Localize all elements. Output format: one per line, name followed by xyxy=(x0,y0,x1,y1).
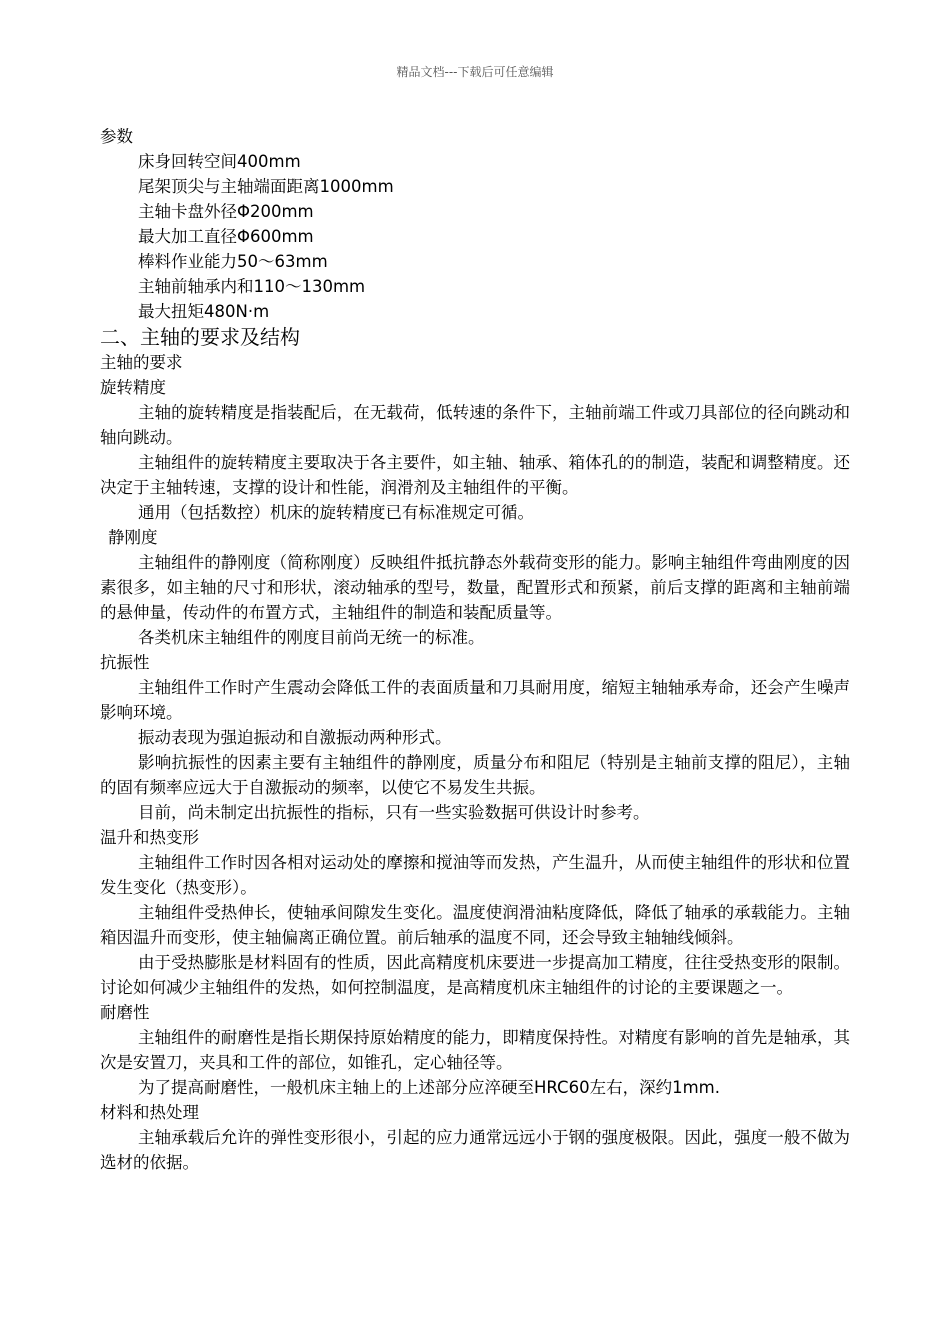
paragraph: 各类机床主轴组件的刚度目前尚无统一的标准。 xyxy=(138,628,485,647)
param-item: 尾架顶尖与主轴端面距离1000mm xyxy=(138,177,394,196)
paragraph: 为了提高耐磨性，一般机床主轴上的上述部分应淬硬至HRC60左右，深约1mm. xyxy=(138,1078,720,1097)
paragraph: 主轴组件工作时因各相对运动处的摩擦和搅油等而发热，产生温升，从而使主轴组件的形状和位置发生变化（热变形）。 xyxy=(100,853,850,897)
heading-material-heat-treatment: 材料和热处理 xyxy=(100,1103,199,1122)
paragraph: 通用（包括数控）机床的旋转精度已有标准规定可循。 xyxy=(138,503,534,522)
param-item: 主轴前轴承内和110～130mm xyxy=(138,277,366,296)
paragraph: 主轴组件的耐磨性是指长期保持原始精度的能力，即精度保持性。对精度有影响的首先是轴承，其次是安置刀，夹具和工件的部位，如锥孔，定心轴径等。 xyxy=(100,1028,850,1072)
heading-wear-resistance: 耐磨性 xyxy=(100,1003,150,1022)
paragraph: 影响抗振性的因素主要有主轴组件的静刚度，质量分布和阻尼（特别是主轴前支撑的阻尼），主轴的固有频率应远大于自激振动的频率，以使它不易发生共振。 xyxy=(100,753,850,797)
params-heading: 参数 xyxy=(100,127,133,146)
paragraph: 主轴的旋转精度是指装配后，在无载荷，低转速的条件下，主轴前端工件或刀具部位的径向跳动和轴向跳动。 xyxy=(100,403,850,447)
paragraph: 主轴组件工作时产生震动会降低工件的表面质量和刀具耐用度，缩短主轴轴承寿命，还会产生噪声影响环境。 xyxy=(100,678,850,722)
paragraph: 主轴组件受热伸长，使轴承间隙发生变化。温度使润滑油粘度降低，降低了轴承的承载能力。主轴箱因温升而变形，使主轴偏离正确位置。前后轴承的温度不同，还会导致主轴轴线倾斜。 xyxy=(100,903,850,947)
heading-vibration-resistance: 抗振性 xyxy=(100,653,150,672)
param-item: 床身回转空间400mm xyxy=(138,152,301,171)
param-item: 棒料作业能力50～63mm xyxy=(138,252,328,271)
paragraph: 主轴承载后允许的弹性变形很小，引起的应力通常远远小于钢的强度极限。因此，强度一般不做为选材的依据。 xyxy=(100,1128,850,1172)
param-item: 主轴卡盘外径Φ200mm xyxy=(138,202,314,221)
section-subtitle: 主轴的要求 xyxy=(100,353,183,372)
paragraph: 由于受热膨胀是材料固有的性质，因此高精度机床要进一步提高加工精度，往往受热变形的限制。讨论如何减少主轴组件的发热，如何控制温度，是高精度机床主轴组件的讨论的主要课题之一。 xyxy=(100,953,850,997)
heading-rotation-precision: 旋转精度 xyxy=(100,378,166,397)
document-body xyxy=(100,124,850,1175)
paragraph: 主轴组件的旋转精度主要取决于各主要件，如主轴、轴承、箱体孔的的制造，装配和调整精度。还决定于主轴转速，支撑的设计和性能，润滑剂及主轴组件的平衡。 xyxy=(100,453,850,497)
paragraph: 目前，尚未制定出抗振性的指标，只有一些实验数据可供设计时参考。 xyxy=(138,803,650,822)
param-item: 最大加工直径Φ600mm xyxy=(138,227,314,246)
param-item: 最大扭矩480N·m xyxy=(138,302,270,321)
heading-static-stiffness: 静刚度 xyxy=(108,528,158,547)
heading-thermal-deformation: 温升和热变形 xyxy=(100,828,199,847)
paragraph: 主轴组件的静刚度（简称刚度）反映组件抵抗静态外载荷变形的能力。影响主轴组件弯曲刚度的因素很多，如主轴的尺寸和形状，滚动轴承的型号，数量，配置形式和预紧，前后支撑的距离和主轴前端的悬伸量，传动件的布置方式，主轴组件的制造和装配质量等。 xyxy=(100,553,850,622)
page-header: 精品文档---下载后可任意编辑 xyxy=(396,65,554,79)
paragraph: 振动表现为强迫振动和自激振动两种形式。 xyxy=(138,728,452,747)
section-title: 二、主轴的要求及结构 xyxy=(100,325,300,349)
